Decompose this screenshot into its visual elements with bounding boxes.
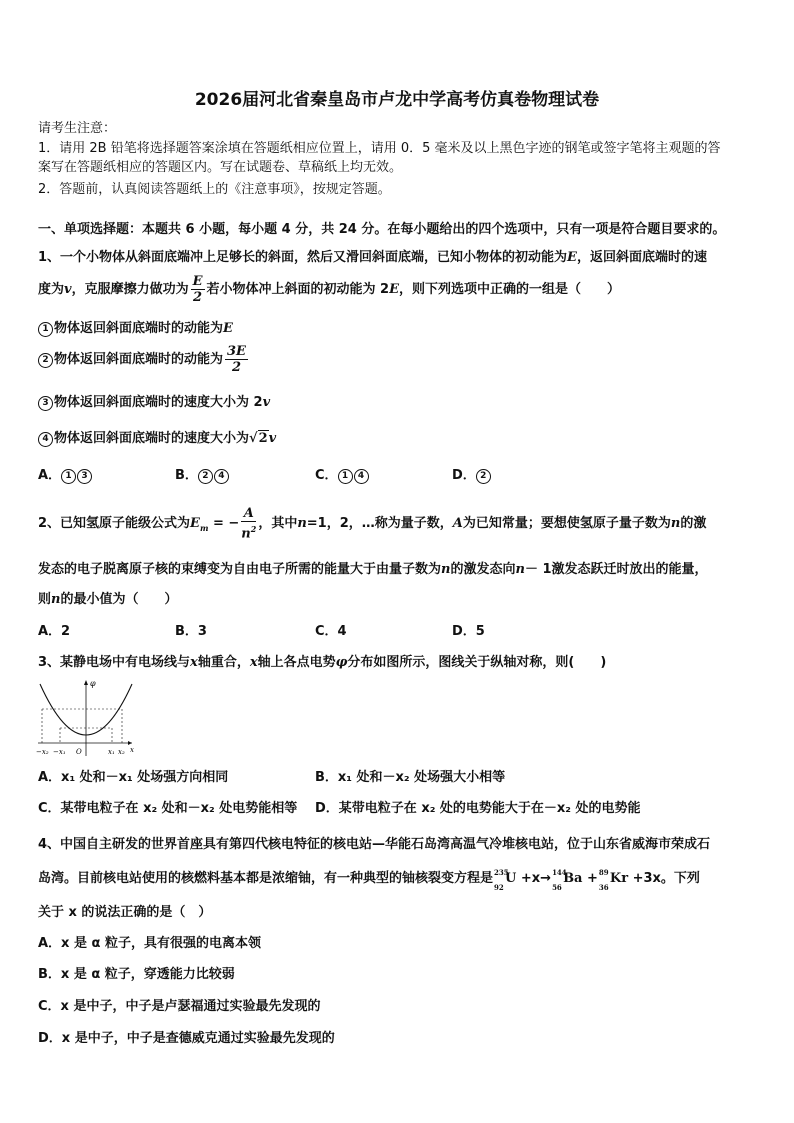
notice-item-1-line-2: 案写在答题纸相应的答题区内。写在试题卷、草稿纸上均无效。 [38,160,403,175]
tick-label: x [130,746,134,754]
q1-line-2: 度为v，克服摩擦力做功为 $\frac{E}{2}$ 若小物体冲上斜面的初动能为 2E，则下列选项中正确的一组是（ ） [38,274,621,305]
q2-line-1: 2、已知氢原子能级公式为$E_m$ = − $\frac{A}{n^2}$ ，其中n=1，2，…称为量子数，A为已知常量；要想使氢原子量子数为n的激 [38,506,707,542]
circled-number: 2 [38,353,53,368]
tick-label: −x₁ [53,748,66,756]
q4-line-3: 关于 x 的说法正确的是（ ） [38,905,212,920]
q3-option-a[interactable]: A．x₁ 处和－x₁ 处场强方向相同 [38,770,229,785]
notice-heading: 请考生注意： [38,121,117,136]
q3-option-d[interactable]: D．某带电粒子在 x₂ 处的电势能大于在－x₂ 处的电势能 [315,801,641,816]
q4-option-c[interactable]: C．x 是中子，中子是卢瑟福通过实验最先发现的 [38,999,321,1014]
circled-number: 4 [38,432,53,447]
q4-option-b[interactable]: B．x 是 α 粒子，穿透能力比较弱 [38,967,235,982]
notice-item-1-line-1: 1．请用 2B 铅笔将选择题答案涂填在答题纸相应位置上，请用 0．5 毫米及以上黑色字迹的钢笔或签字笔将主观题的答 [38,141,721,156]
q4-option-d[interactable]: D．x 是中子，中子是查德威克通过实验最先发现的 [38,1031,335,1046]
q1-option-b[interactable]: B． 2 4 [175,467,230,485]
q3-option-c[interactable]: C．某带电粒子在 x₂ 处和－x₂ 处电势能相等 [38,801,298,816]
q1-option-d[interactable]: D． 2 [452,467,492,485]
q2-option-a[interactable]: A．2 [38,624,71,639]
circled-number: 3 [38,396,53,411]
q2-option-d[interactable]: D．5 [452,624,485,639]
q3-potential-graph [34,676,138,758]
q1-statement-3: 3 物体返回斜面底端时的速度大小为 2v [38,394,270,412]
q2-option-c[interactable]: C．4 [315,624,347,639]
q1-line-1: 1、一个小物体从斜面底端冲上足够长的斜面，然后又滑回斜面底端，已知小物体的初动能为E，返回斜面底端时的速 [38,250,707,265]
section-heading: 一、单项选择题：本题共 6 小题，每小题 4 分，共 24 分。在每小题给出的四个选项中，只有一项是符合题目要求的。 [38,222,726,237]
q2-line-3: 则n的最小值为（ ） [38,592,178,607]
tick-label: O [76,748,82,756]
page-title: 2026届河北省秦皇岛市卢龙中学高考仿真卷物理试卷 [194,90,600,110]
q1-option-a[interactable]: A． 1 3 [38,467,93,485]
q1-option-c[interactable]: C． 1 4 [315,467,370,485]
q1-statement-1: 1 物体返回斜面底端时的动能为E [38,320,233,338]
phi-axis-label: φ [90,679,96,688]
tick-label: −x₂ [36,748,49,756]
q4-line-2: 岛湾。目前核电站使用的核燃料基本都是浓缩铀，有一种典型的铀核裂变方程是 235 92 U +x→ 144 56 Ba + 89 36 Kr +3x。下列 [38,868,700,892]
q1-s2-fraction: $\frac{3E}{2}$ [227,344,246,375]
circled-number: 1 [38,322,53,337]
q3-option-b[interactable]: B．x₁ 处和－x₂ 处场强大小相等 [315,770,506,785]
q3-line-1: 3、某静电场中有电场线与x轴重合，x轴上各点电势φ分布如图所示，图线关于纵轴对称，则( ) [38,655,607,670]
q1-statement-2: 2 物体返回斜面底端时的动能为 $\frac{3E}{2}$ [38,344,250,375]
notice-item-2: 2．答题前，认真阅读答题纸上的《注意事项》，按规定答题。 [38,182,391,197]
q2-line-2: 发态的电子脱离原子核的束缚变为自由电子所需的能量大于由量子数为n的激发态向n－ 1激发态跃迁时放出的能量， [38,562,708,577]
q2-option-b[interactable]: B．3 [175,624,207,639]
nuclide-ba: 144 56 Ba [552,868,583,892]
q1-fraction: $\frac{E}{2}$ [192,274,203,305]
nuclide-u: 235 92 U [494,868,517,892]
q2-fraction: $\frac{A}{n^2}$ [241,506,257,542]
tick-label: x₂ [118,748,125,756]
nuclide-kr: 89 36 Kr [598,868,629,892]
q4-line-1: 4、中国自主研发的世界首座具有第四代核电特征的核电站—华能石岛湾高温气冷堆核电站，位于山东省威海市荣成石 [38,837,711,852]
q4-option-a[interactable]: A．x 是 α 粒子，具有很强的电离本领 [38,936,261,951]
tick-label: x₁ [108,748,115,756]
q1-statement-4: 4 物体返回斜面底端时的速度大小为√2v [38,430,276,448]
